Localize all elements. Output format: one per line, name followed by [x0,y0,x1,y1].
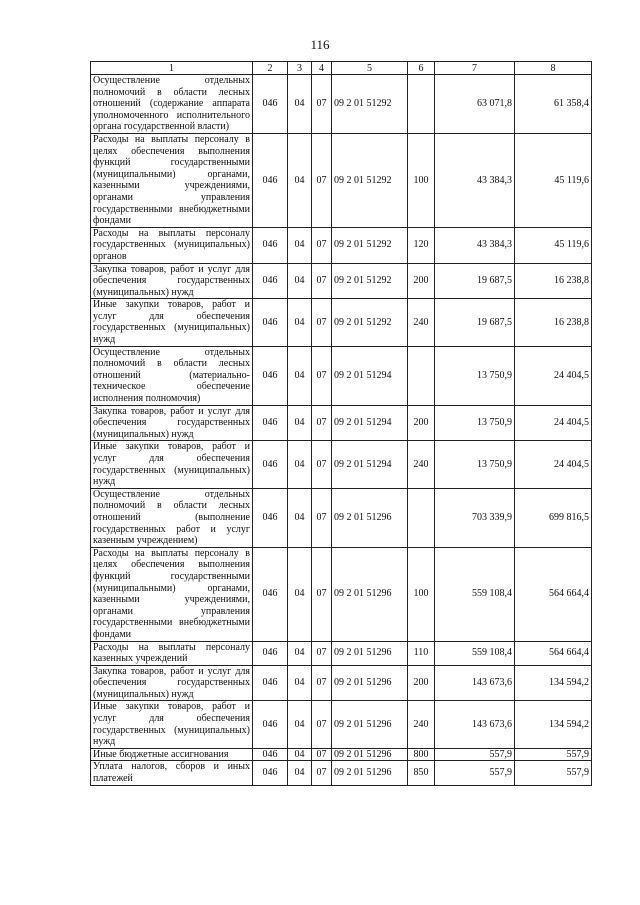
amount-year-1: 19 687,5 [435,299,515,346]
amount-year-1: 19 687,5 [435,263,515,299]
target-article-code: 09 2 01 51294 [332,346,408,405]
column-header: 5 [332,62,408,75]
row-name: Осуществление отдельных полномочий в области лесных отношений (содержание аппарата уполномоченного исполнительного органа государственной власти) [91,75,253,134]
subsection-code: 07 [312,227,332,263]
table-row [91,75,592,134]
table-row [91,761,592,785]
ved-code: 046 [253,405,288,441]
amount-year-1: 13 750,9 [435,441,515,488]
ved-code: 046 [253,263,288,299]
expense-type-code: 200 [408,263,435,299]
expense-type-code: 120 [408,227,435,263]
expense-type-code: 110 [408,641,435,665]
amount-year-2: 557,9 [515,761,592,785]
row-name: Расходы на выплаты персоналу в целях обеспечения выполнения функций государственными (муниципальными) органами, казенными учреждениями, органами управления государственными внебюджетными фондами [91,133,253,227]
subsection-code: 07 [312,299,332,346]
target-article-code: 09 2 01 51292 [332,299,408,346]
amount-year-2: 134 594,2 [515,665,592,701]
section-code: 04 [288,227,312,263]
table-row [91,488,592,547]
row-name: Расходы на выплаты персоналу казенных учреждений [91,641,253,665]
subsection-code: 07 [312,641,332,665]
subsection-code: 07 [312,488,332,547]
amount-year-1: 703 339,9 [435,488,515,547]
section-code: 04 [288,263,312,299]
target-article-code: 09 2 01 51296 [332,665,408,701]
amount-year-2: 45 119,6 [515,227,592,263]
row-name: Расходы на выплаты персоналу в целях обеспечения выполнения функций государственными (муниципальными) органами, казенными учреждениями, органами управления государственными внебюджетными фондами [91,547,253,641]
target-article-code: 09 2 01 51296 [332,748,408,761]
ved-code: 046 [253,299,288,346]
subsection-code: 07 [312,346,332,405]
amount-year-2: 699 816,5 [515,488,592,547]
expense-type-code: 100 [408,133,435,227]
subsection-code: 07 [312,263,332,299]
expense-type-code: 240 [408,441,435,488]
subsection-code: 07 [312,761,332,785]
row-name: Закупка товаров, работ и услуг для обеспечения государственных (муниципальных) нужд [91,263,253,299]
table-row [91,299,592,346]
subsection-code: 07 [312,748,332,761]
table-row [91,346,592,405]
ved-code: 046 [253,641,288,665]
column-header: 4 [312,62,332,75]
subsection-code: 07 [312,665,332,701]
amount-year-2: 564 664,4 [515,547,592,641]
page-number: 116 [310,37,330,52]
subsection-code: 07 [312,701,332,748]
ved-code: 046 [253,441,288,488]
amount-year-2: 45 119,6 [515,133,592,227]
amount-year-1: 559 108,4 [435,547,515,641]
row-name: Иные закупки товаров, работ и услуг для обеспечения государственных (муниципальных) нужд [91,701,253,748]
expense-type-code: 850 [408,761,435,785]
amount-year-1: 557,9 [435,761,515,785]
amount-year-1: 13 750,9 [435,346,515,405]
ved-code: 046 [253,346,288,405]
ved-code: 046 [253,488,288,547]
row-name: Закупка товаров, работ и услуг для обеспечения государственных (муниципальных) нужд [91,405,253,441]
ved-code: 046 [253,547,288,641]
ved-code: 046 [253,133,288,227]
column-header: 2 [253,62,288,75]
table-header-row [91,62,592,75]
row-name: Иные закупки товаров, работ и услуг для обеспечения государственных (муниципальных) нужд [91,441,253,488]
amount-year-1: 63 071,8 [435,75,515,134]
amount-year-2: 24 404,5 [515,405,592,441]
row-name: Иные бюджетные ассигнования [91,748,253,761]
target-article-code: 09 2 01 51296 [332,761,408,785]
target-article-code: 09 2 01 51296 [332,641,408,665]
section-code: 04 [288,75,312,134]
expense-type-code [408,346,435,405]
expense-type-code: 800 [408,748,435,761]
budget-table [90,61,592,786]
column-header: 8 [515,62,592,75]
ved-code: 046 [253,761,288,785]
amount-year-1: 557,9 [435,748,515,761]
section-code: 04 [288,701,312,748]
subsection-code: 07 [312,441,332,488]
section-code: 04 [288,488,312,547]
table-row [91,405,592,441]
expense-type-code: 200 [408,405,435,441]
table-row [91,665,592,701]
amount-year-2: 24 404,5 [515,441,592,488]
section-code: 04 [288,405,312,441]
amount-year-1: 559 108,4 [435,641,515,665]
expense-type-code [408,75,435,134]
section-code: 04 [288,133,312,227]
subsection-code: 07 [312,405,332,441]
amount-year-2: 564 664,4 [515,641,592,665]
section-code: 04 [288,748,312,761]
section-code: 04 [288,547,312,641]
target-article-code: 09 2 01 51292 [332,263,408,299]
ved-code: 046 [253,701,288,748]
section-code: 04 [288,346,312,405]
amount-year-1: 13 750,9 [435,405,515,441]
row-name: Расходы на выплаты персоналу государственных (муниципальных) органов [91,227,253,263]
expense-type-code: 100 [408,547,435,641]
amount-year-2: 61 358,4 [515,75,592,134]
subsection-code: 07 [312,75,332,134]
target-article-code: 09 2 01 51294 [332,441,408,488]
column-header: 1 [91,62,253,75]
section-code: 04 [288,441,312,488]
amount-year-1: 43 384,3 [435,227,515,263]
section-code: 04 [288,299,312,346]
target-article-code: 09 2 01 51294 [332,405,408,441]
table-row [91,133,592,227]
table-row [91,441,592,488]
row-name: Уплата налогов, сборов и иных платежей [91,761,253,785]
subsection-code: 07 [312,133,332,227]
table-row [91,748,592,761]
ved-code: 046 [253,665,288,701]
target-article-code: 09 2 01 51296 [332,547,408,641]
amount-year-2: 16 238,8 [515,299,592,346]
table-row [91,701,592,748]
amount-year-2: 24 404,5 [515,346,592,405]
section-code: 04 [288,641,312,665]
section-code: 04 [288,665,312,701]
row-name: Закупка товаров, работ и услуг для обеспечения государственных (муниципальных) нужд [91,665,253,701]
table-row [91,263,592,299]
ved-code: 046 [253,748,288,761]
expense-type-code: 240 [408,299,435,346]
amount-year-2: 557,9 [515,748,592,761]
table-row [91,227,592,263]
table-row [91,547,592,641]
target-article-code: 09 2 01 51292 [332,133,408,227]
target-article-code: 09 2 01 51292 [332,75,408,134]
target-article-code: 09 2 01 51296 [332,488,408,547]
column-header: 6 [408,62,435,75]
column-header: 7 [435,62,515,75]
row-name: Осуществление отдельных полномочий в области лесных отношений (выполнение государственных работ и услуг казенным учреждением) [91,488,253,547]
expense-type-code: 200 [408,665,435,701]
subsection-code: 07 [312,547,332,641]
column-header: 3 [288,62,312,75]
section-code: 04 [288,761,312,785]
amount-year-1: 143 673,6 [435,701,515,748]
amount-year-1: 43 384,3 [435,133,515,227]
expense-type-code [408,488,435,547]
expense-type-code: 240 [408,701,435,748]
amount-year-2: 16 238,8 [515,263,592,299]
ved-code: 046 [253,75,288,134]
row-name: Иные закупки товаров, работ и услуг для обеспечения государственных (муниципальных) нужд [91,299,253,346]
row-name: Осуществление отдельных полномочий в области лесных отношений (материально-техническое обеспечение исполнения полномочия) [91,346,253,405]
amount-year-2: 134 594,2 [515,701,592,748]
ved-code: 046 [253,227,288,263]
table-row [91,641,592,665]
target-article-code: 09 2 01 51292 [332,227,408,263]
amount-year-1: 143 673,6 [435,665,515,701]
target-article-code: 09 2 01 51296 [332,701,408,748]
